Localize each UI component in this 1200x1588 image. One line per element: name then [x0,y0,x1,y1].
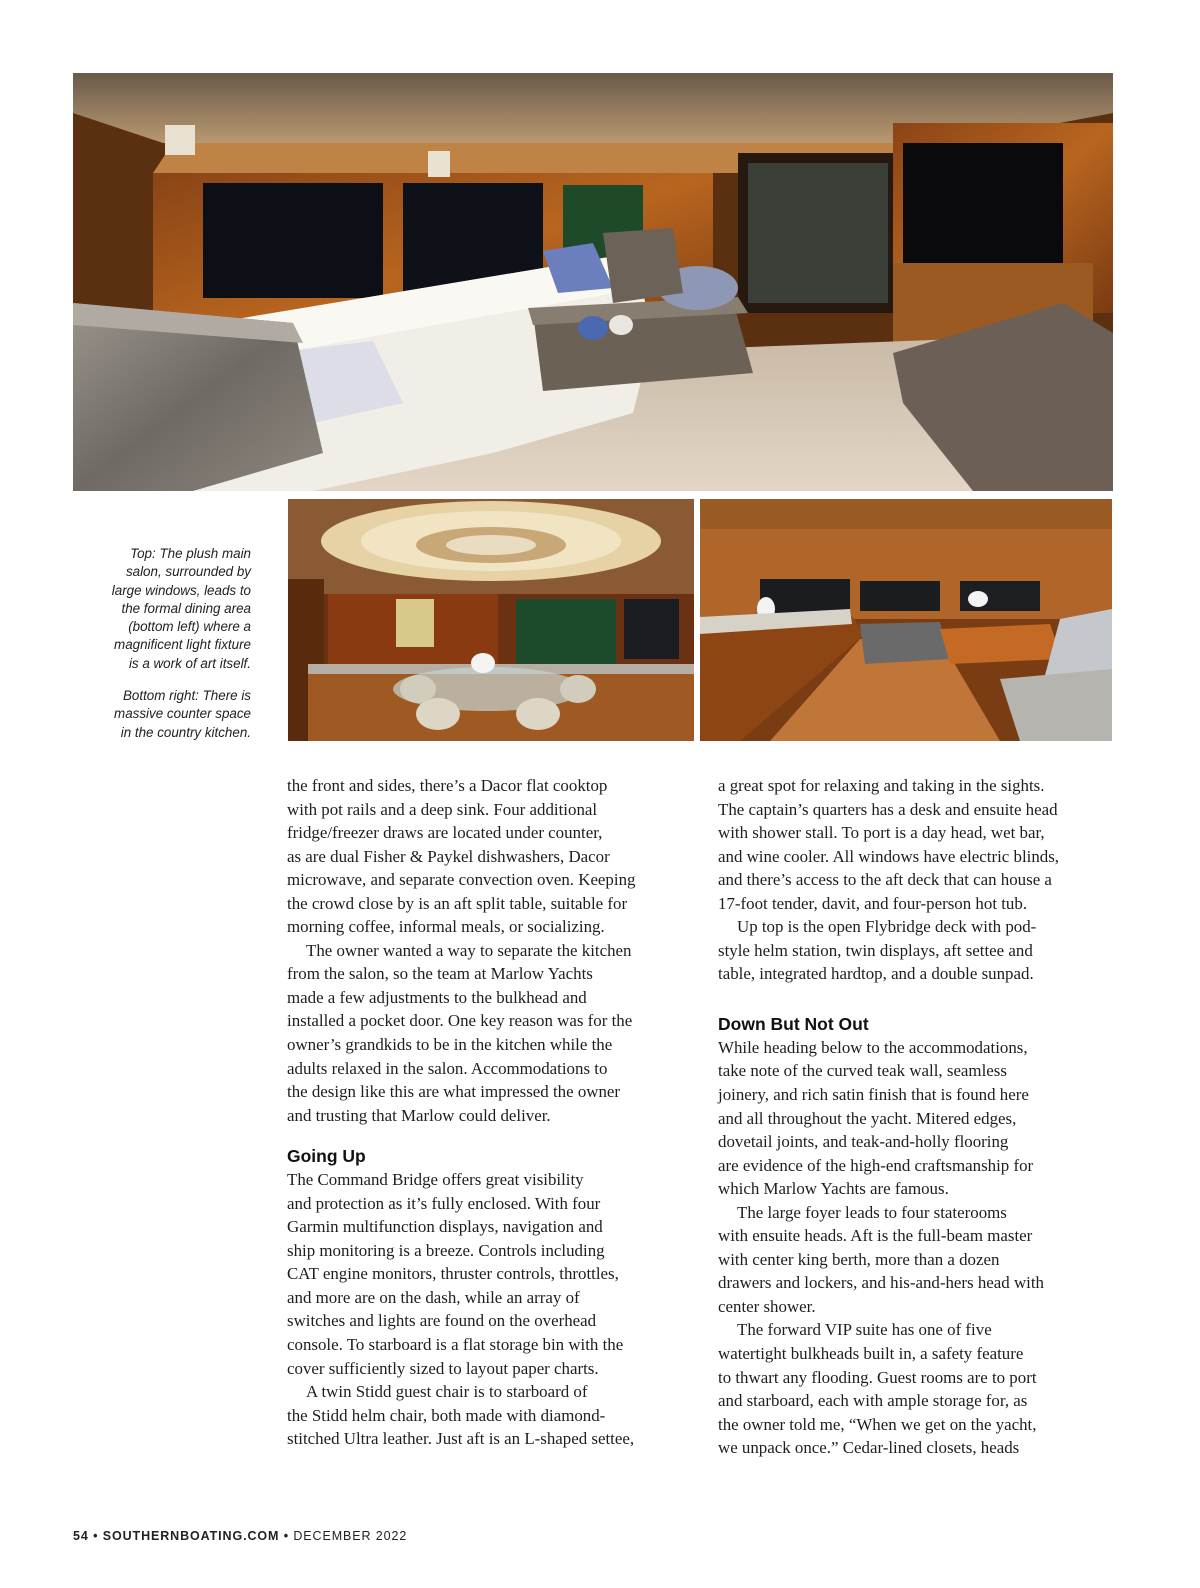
text-line: owner’s grandkids to be in the kitchen while the [287,1035,613,1055]
caption-bottom [72,687,251,742]
text-line: center shower. [718,1296,816,1316]
text-line: from the salon, so the team at Marlow Yachts [287,964,593,984]
text-line: as are dual Fisher & Paykel dishwashers, Dacor [287,846,610,866]
caption-line: Top: The plush main [130,546,251,561]
text-line: the owner told me, “When we get on the yacht, [718,1414,1037,1434]
main-salon-photo [73,73,1113,491]
text-line: we unpack once.” Cedar-lined closets, heads [718,1438,1020,1458]
text-line: morning coffee, informal meals, or socializing. [287,917,605,937]
text-line: which Marlow Yachts are famous. [718,1179,949,1199]
caption-line: large windows, leads to [111,582,251,598]
text-line: and there’s access to the aft deck that can house a [718,870,1052,890]
text-line: watertight bulkheads built in, a safety feature [718,1344,1024,1364]
text-line: table, integrated hardtop, and a double sunpad. [718,964,1034,984]
text-line: Up top is the open Flybridge deck with pod- [737,917,1037,937]
text-line: microwave, and separate convection oven. Keeping [287,870,636,890]
text-line: with ensuite heads. Aft is the full-beam master [718,1226,1033,1246]
text-line: The large foyer leads to four staterooms [737,1202,1007,1222]
caption-line: Bottom right: There is [122,688,251,704]
text-line: console. To starboard is a flat storage bin with the [287,1335,624,1355]
paragraph [287,1380,687,1451]
folio-separator: • [283,1529,289,1543]
text-line: While heading below to the accommodations, [718,1037,1028,1057]
paragraph [718,1036,1118,1201]
text-line: with center king berth, more than a dozen [718,1249,1000,1269]
paragraph [718,1201,1118,1319]
photo-caption [72,545,251,756]
text-line: dovetail joints, and teak-and-holly flooring [718,1132,1009,1152]
text-line: ship monitoring is a breeze. Controls including [287,1240,605,1260]
paragraph [718,1318,1118,1459]
text-line: drawers and lockers, and his-and-hers head with [718,1273,1044,1293]
caption-line: in the country kitchen. [120,724,251,740]
caption-line: is a work of art itself. [128,655,251,671]
caption-line: (bottom left) where a [128,619,251,635]
section-heading-going-up: Going Up [287,1146,366,1167]
text-line: and wine cooler. All windows have electric blinds, [718,846,1060,866]
text-line: fridge/freezer draws are located under counter, [287,823,603,843]
text-line: are evidence of the high-end craftsmanship for [718,1155,1034,1175]
text-line: The captain’s quarters has a desk and ensuite head [718,799,1058,819]
text-line: the front and sides, there’s a Dacor flat cooktop [287,776,608,795]
text-line: the design like this are what impressed the owner [287,1082,621,1102]
text-line: take note of the curved teak wall, seamless [718,1061,1007,1081]
paragraph [287,1168,687,1380]
country-kitchen-photo [700,499,1112,741]
page-number: 54 [73,1529,89,1543]
paragraph [287,939,687,1127]
article-column-right [718,774,1118,1460]
issue-date: DECEMBER 2022 [293,1529,408,1543]
caption-line: salon, surrounded by [125,564,251,580]
text-line: switches and lights are found on the overhead [287,1311,597,1331]
caption-line: massive counter space [114,706,251,722]
text-line: A twin Stidd guest chair is to starboard of [306,1382,588,1402]
paragraph [718,915,1118,986]
text-line: CAT engine monitors, thruster controls, throttles, [287,1264,619,1284]
section-heading-down-but-not-out: Down But Not Out [718,1013,869,1034]
text-line: joinery, and rich satin finish that is found here [718,1085,1029,1105]
text-line: and all throughout the yacht. Mitered edges, [718,1108,1017,1128]
text-line: The Command Bridge offers great visibility [287,1170,584,1190]
site-name: SOUTHERNBOATING.COM [102,1529,280,1543]
text-line: The forward VIP suite has one of five [737,1320,992,1340]
text-line: and protection as it’s fully enclosed. With four [287,1193,601,1213]
paragraph [718,774,1118,915]
text-line: and starboard, each with ample storage for, as [718,1391,1028,1411]
text-line: to thwart any flooding. Guest rooms are to port [718,1367,1037,1387]
text-line: adults relaxed in the salon. Accommodations to [287,1058,608,1078]
paragraph [287,774,687,939]
folio-separator: • [93,1529,99,1543]
text-line: installed a pocket door. One key reason was for the [287,1011,633,1031]
text-line: with pot rails and a deep sink. Four additional [287,799,598,819]
text-line: cover sufficiently sized to layout paper charts. [287,1358,599,1378]
text-line: the crowd close by is an aft split table, suitable for [287,893,628,913]
text-line: and more are on the dash, while an array of [287,1287,580,1307]
article-column-left [287,774,687,1451]
text-line: the Stidd helm chair, both made with diamond- [287,1405,606,1425]
text-line: The owner wanted a way to separate the kitchen [306,940,632,960]
dining-area-photo [288,499,694,741]
text-line: made a few adjustments to the bulkhead and [287,987,587,1007]
page-folio [73,1529,407,1543]
text-line: and trusting that Marlow could deliver. [287,1105,551,1125]
caption-line: the formal dining area [121,600,251,616]
text-line: stitched Ultra leather. Just aft is an L-shaped settee, [287,1429,635,1449]
text-line: Garmin multifunction displays, navigation and [287,1217,603,1237]
text-line: style helm station, twin displays, aft settee and [718,940,1033,960]
text-line: 17-foot tender, davit, and four-person hot tub. [718,893,1028,913]
text-line: a great spot for relaxing and taking in the sights. [718,776,1045,795]
caption-line: magnificent light fixture [114,637,251,653]
text-line: with shower stall. To port is a day head, wet bar, [718,823,1045,843]
caption-top [72,545,251,673]
